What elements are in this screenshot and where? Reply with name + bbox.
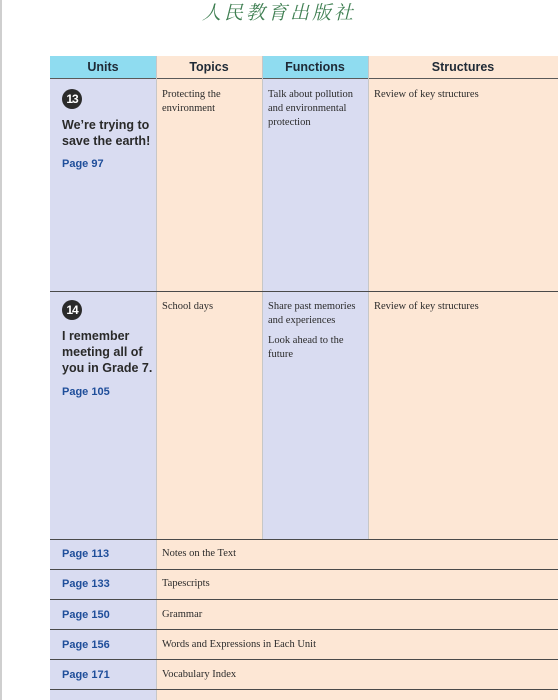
appendix-title: Tapescripts <box>162 578 210 589</box>
row-divider <box>50 629 558 630</box>
function-item: Look ahead to the future <box>268 335 344 360</box>
row-divider <box>50 539 558 540</box>
unit-page-link[interactable]: Page 97 <box>62 158 104 170</box>
topics-column-bg <box>156 56 262 700</box>
contents-table <box>50 56 558 700</box>
appendix-title: Vocabulary Index <box>162 669 237 680</box>
header-topics: Topics <box>156 56 262 79</box>
unit-structures: Review of key structures <box>374 89 479 100</box>
appendix-page-link[interactable]: Page 150 <box>62 609 110 621</box>
row-divider <box>50 659 558 660</box>
page-edge <box>0 0 2 700</box>
row-divider <box>50 291 558 292</box>
unit-number-badge: 14 <box>62 300 82 320</box>
header-functions: Functions <box>262 56 368 79</box>
structures-column-bg <box>368 56 558 700</box>
unit-functions <box>268 88 362 136</box>
row-divider <box>50 599 558 600</box>
function-item: Share past memories and experiences <box>268 301 356 326</box>
appendix-page-link[interactable]: Page 113 <box>62 548 110 560</box>
unit-number-badge: 13 <box>62 89 82 109</box>
unit-page-link[interactable]: Page 105 <box>62 386 110 398</box>
appendix-page-link[interactable]: Page 171 <box>62 669 110 681</box>
appendix-page-link[interactable]: Page 156 <box>62 639 110 651</box>
units-column-bg <box>50 56 156 700</box>
appendix-title: Words and Expressions in Each Unit <box>162 639 317 650</box>
publisher-logo: 人民教育出版社 <box>201 2 356 24</box>
unit-topic: School days <box>162 301 214 312</box>
unit-title: I remember meeting all of you in Grade 7. <box>62 329 153 375</box>
unit-structures: Review of key structures <box>374 301 479 312</box>
unit-topic: Protecting the environment <box>162 89 221 114</box>
unit-title: We’re trying to save the earth! <box>62 118 151 148</box>
column-divider <box>156 56 157 700</box>
appendix-title: Grammar <box>162 609 203 620</box>
appendix-title: Notes on the Text <box>162 548 237 559</box>
row-divider <box>50 569 558 570</box>
header-units: Units <box>50 56 156 79</box>
unit-functions <box>268 300 362 368</box>
appendix-page-link[interactable]: Page 133 <box>62 578 110 590</box>
header-structures: Structures <box>368 56 558 79</box>
column-divider <box>368 56 369 540</box>
row-divider <box>50 689 558 690</box>
function-item: Talk about pollution and environmental protection <box>268 89 354 128</box>
column-divider <box>262 56 263 540</box>
